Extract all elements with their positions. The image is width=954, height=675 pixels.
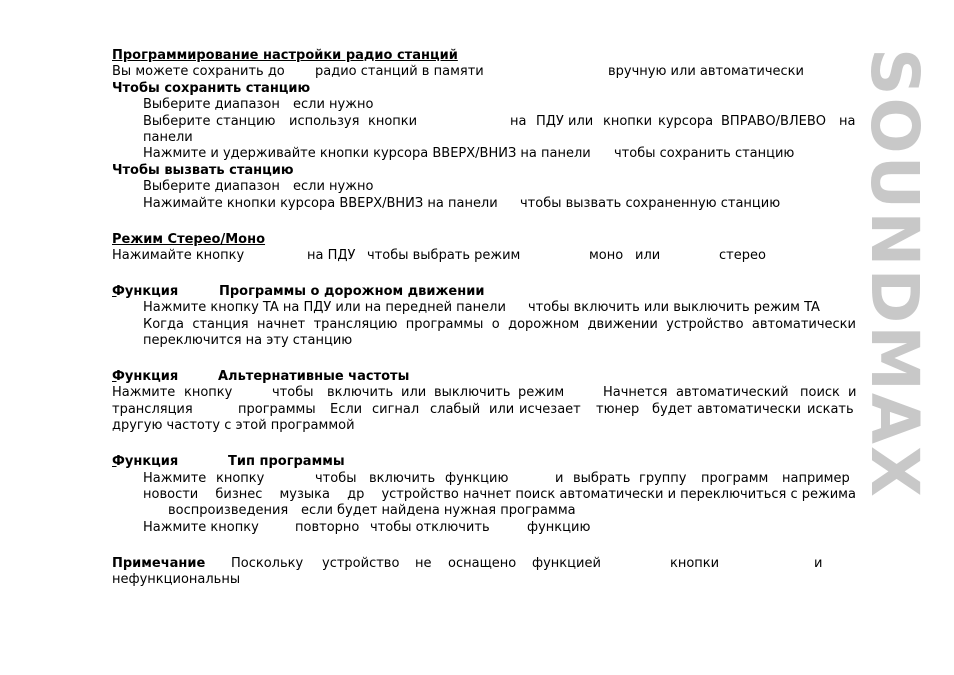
step-line <box>112 179 856 195</box>
step-line <box>112 196 856 212</box>
brand-logo <box>856 48 933 623</box>
step-line <box>112 471 856 487</box>
word: станция <box>192 316 249 332</box>
subheading-recall <box>112 163 856 179</box>
word: начнет <box>257 316 306 332</box>
word: трансляция <box>112 401 193 417</box>
text: кнопки <box>603 113 653 129</box>
word: Нажмите <box>143 470 207 486</box>
text: повторно <box>295 519 360 535</box>
step-line <box>112 130 856 146</box>
paragraph-line <box>112 402 856 418</box>
step-line <box>112 333 856 349</box>
note-label: Примечание <box>112 555 206 571</box>
word: Нажмите <box>112 385 176 401</box>
word: не <box>415 555 432 571</box>
text: Выберите <box>143 113 211 129</box>
word: группу <box>639 470 687 486</box>
heading-label: Функция <box>112 283 179 299</box>
text: нефункциональны <box>112 572 241 588</box>
word: автоматический <box>676 385 789 401</box>
word: Когда <box>143 316 184 332</box>
word: устройство начнет поиск автоматически и переключиться с режима <box>381 486 856 502</box>
text: Вы можете сохранить до <box>112 64 285 80</box>
paragraph-line <box>112 248 856 264</box>
text: радио станций в памяти <box>315 64 484 80</box>
word: будет <box>652 401 693 417</box>
word: автоматически <box>697 401 802 417</box>
word: тюнер <box>596 401 640 417</box>
word: или <box>401 385 427 401</box>
word: исчезает <box>519 401 581 417</box>
word: оснащено <box>448 555 517 571</box>
subheading-save <box>112 81 856 97</box>
heading-text <box>112 369 425 385</box>
word: и <box>555 470 564 486</box>
word: кнопку <box>216 470 265 486</box>
section-heading-programming <box>112 48 856 64</box>
text: чтобы сохранить станцию <box>614 146 795 162</box>
text: Нажмите кнопку TA на ПДУ или на передней панели <box>143 300 506 316</box>
word: режим <box>518 385 565 401</box>
heading-label: Функция <box>112 454 179 470</box>
word: и <box>848 385 857 401</box>
text: функцию <box>527 519 591 535</box>
text: если будет найдена нужная программа <box>301 503 576 519</box>
text: если нужно <box>293 97 374 113</box>
text: панели <box>143 129 193 145</box>
paragraph-line <box>112 385 856 401</box>
text: Нажимайте кнопки курсора ВВЕРХ/ВНИЗ на панели <box>143 195 498 211</box>
heading-title: Альтернативные частоты <box>218 369 410 385</box>
step-line <box>112 503 856 519</box>
text: на ПДУ <box>307 247 356 263</box>
word: программы <box>238 401 316 417</box>
text: Выберите диапазон <box>143 97 280 113</box>
word: чтобы <box>272 385 314 401</box>
word: функцией <box>532 555 601 571</box>
word: музыка <box>279 486 330 502</box>
word: Поскольку <box>231 555 304 571</box>
heading-label: Функция <box>112 369 179 385</box>
word: выбрать <box>573 470 631 486</box>
word: кнопки <box>670 555 720 571</box>
word: о <box>491 316 500 332</box>
text: ПДУ <box>536 113 564 129</box>
subheading-text: Чтобы сохранить станцию <box>112 80 311 96</box>
heading-title: Программы о дорожном движении <box>219 283 485 299</box>
section-heading-alt-freq <box>112 369 856 385</box>
text: на <box>839 113 856 129</box>
note-line <box>112 572 856 588</box>
text: Нажмите кнопку <box>143 519 259 535</box>
text: моно <box>589 247 624 263</box>
text: если нужно <box>293 179 374 195</box>
word: устройство <box>322 555 400 571</box>
text: чтобы выбрать режим <box>367 247 521 263</box>
heading-text <box>112 284 502 300</box>
step-line <box>112 520 856 536</box>
text: вручную или автоматически <box>608 64 804 80</box>
text: переключится на эту станцию <box>143 333 353 349</box>
heading-title: Тип программы <box>228 454 345 470</box>
text: чтобы включить или выключить режим TA <box>528 300 820 316</box>
word: бизнес <box>215 486 263 502</box>
heading-text <box>112 454 359 470</box>
text: курсора <box>658 113 714 129</box>
note-line <box>112 556 856 572</box>
word: выключить <box>434 385 511 401</box>
word: дорожном <box>508 316 580 332</box>
brand-logo-text: SOUNDMAX <box>856 48 933 499</box>
text: или <box>635 247 661 263</box>
step-line <box>112 97 856 113</box>
text: ВПРАВО/ВЛЕВО <box>721 113 827 129</box>
section-heading-traffic <box>112 284 856 300</box>
justified-line <box>112 487 856 503</box>
paragraph-line <box>112 64 856 80</box>
step-line <box>112 114 856 130</box>
text: Нажимайте кнопку <box>112 247 245 263</box>
step-line <box>112 300 856 316</box>
word: и <box>814 555 823 571</box>
word: включить <box>327 385 394 401</box>
word: Начнется <box>603 385 668 401</box>
word: трансляцию <box>313 316 398 332</box>
text: чтобы отключить <box>370 519 490 535</box>
section-heading-stereo <box>112 232 856 248</box>
step-line <box>112 146 856 162</box>
heading-text: Программирование настройки радио станций <box>112 48 458 63</box>
paragraph-line <box>112 418 856 434</box>
word: например <box>782 470 850 486</box>
word: включить <box>369 470 436 486</box>
text: воспроизведения <box>168 503 289 519</box>
justified-line <box>112 317 856 333</box>
word: движении <box>587 316 658 332</box>
word: кнопку <box>184 385 233 401</box>
word: новости <box>143 486 199 502</box>
section-heading-program-type <box>112 454 856 470</box>
word: устройство <box>666 316 744 332</box>
word: сигнал <box>372 401 420 417</box>
heading-text: Режим Стерео/Моно <box>112 231 266 247</box>
word: поиск <box>800 385 840 401</box>
text: стерео <box>719 247 766 263</box>
text: на <box>510 113 527 129</box>
word: Если <box>330 401 363 417</box>
text: Нажмите и удерживайте кнопки курсора ВВЕРХ/ВНИЗ на панели <box>143 146 591 162</box>
subheading-text: Чтобы вызвать станцию <box>112 162 294 178</box>
word: или <box>489 401 515 417</box>
text: станцию <box>216 113 276 129</box>
text: или <box>568 113 594 129</box>
text: Выберите диапазон <box>143 179 280 195</box>
word: функцию <box>445 470 509 486</box>
word: программ <box>701 470 769 486</box>
text: другую частоту с этой программой <box>112 418 355 434</box>
word: автоматически <box>751 316 856 332</box>
word: программы <box>405 316 484 332</box>
word: др <box>347 486 365 502</box>
word: слабый <box>430 401 481 417</box>
text: чтобы вызвать сохраненную станцию <box>520 195 781 211</box>
word: искать <box>807 401 854 417</box>
text: используя <box>289 113 360 129</box>
word: чтобы <box>315 470 357 486</box>
text: кнопки <box>368 113 418 129</box>
manual-page <box>112 48 856 589</box>
